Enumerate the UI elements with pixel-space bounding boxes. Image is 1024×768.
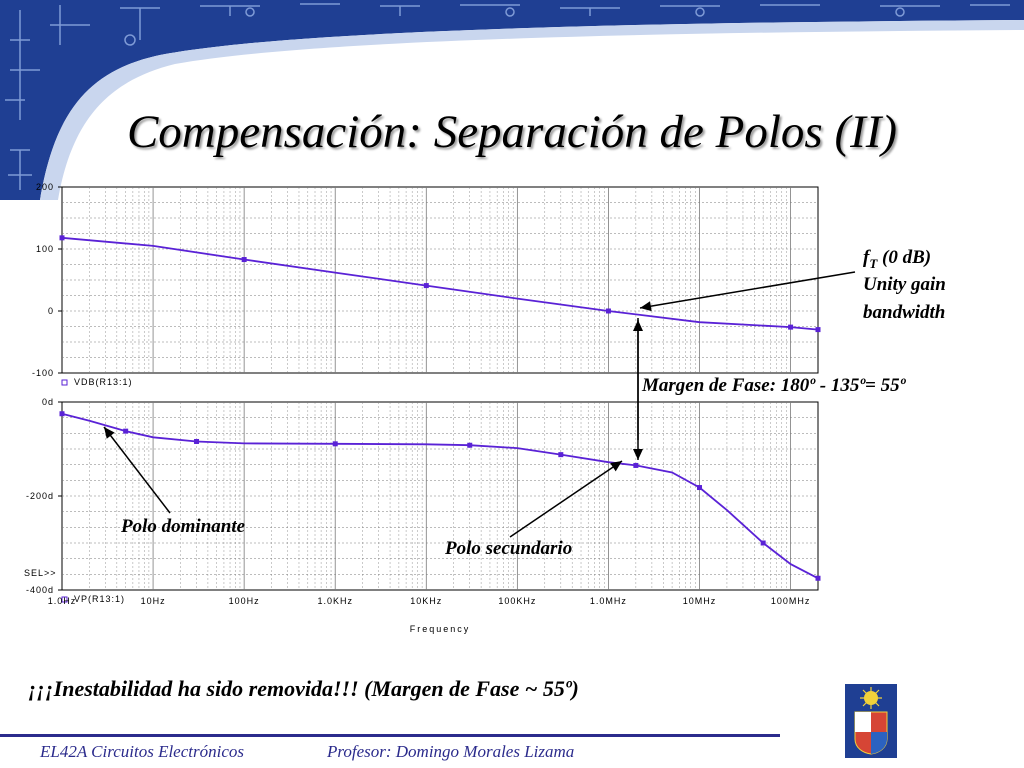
phase-data-point [467,443,472,448]
phase-data-point [558,452,563,457]
sel-marker-label: SEL>> [24,568,57,578]
ft-symbol: f [863,247,870,268]
phase-data-point [761,541,766,546]
unity-gain-label: Unity gain [863,274,946,295]
course-name: EL42A Circuitos Electrónicos [40,742,244,761]
secondary-pole-arrow [510,461,622,537]
x-tick-label: 10MHz [682,596,717,606]
ft-arrow [640,272,855,308]
bandwidth-label: bandwidth [863,302,946,323]
magnitude-data-point [606,309,611,314]
magnitude-trace [62,238,818,330]
x-tick-label: 100Hz [228,596,260,606]
x-axis-label: Frequency [409,624,471,634]
phase-data-point [816,576,821,581]
x-tick-label: 1.0MHz [589,596,627,606]
phase-data-point [60,411,65,416]
phase-margin-label: Margen de Fase: 180º - 135º= 55º [642,375,906,396]
x-tick-label: 10KHz [410,596,443,606]
magnitude-data-point [816,327,821,332]
phase-legend-label: VP(R13:1) [74,594,126,604]
footer-divider [0,734,780,737]
dominant-pole-arrow-head [104,427,115,439]
phase-data-point [333,441,338,446]
phase-data-point [697,485,702,490]
magnitude-data-point [424,283,429,288]
x-tick-label: 1.0KHz [317,596,353,606]
magnitude-legend-label: VDB(R13:1) [74,377,133,387]
phase-margin-arrow-down-head [633,449,643,460]
x-tick-label: 1.0Hz [47,596,77,606]
x-tick-label: 100KHz [498,596,537,606]
dominant-pole-arrow [104,427,170,513]
phase-data-point [123,429,128,434]
professor-name: Profesor: Domingo Morales Lizama [327,742,575,761]
magnitude-y-tick-label: 100 [35,244,54,254]
magnitude-legend-marker [62,380,67,385]
ft-arrow-head [640,301,652,311]
ft-subscript: T [869,255,878,271]
phase-y-tick-label: -200d [25,491,54,501]
magnitude-data-point [788,325,793,330]
conclusion-text: ¡¡¡Inestabilidad ha sido removida!!! (Margen de Fase ~ 55º) [28,676,579,701]
university-logo-icon [845,684,897,758]
phase-data-point [633,463,638,468]
ft-label [863,247,931,272]
magnitude-y-tick-label: 0 [47,306,54,316]
phase-y-tick-label: -400d [25,585,54,595]
x-tick-label: 10Hz [140,596,166,606]
magnitude-y-tick-label: -100 [31,368,54,378]
phase-data-point [194,439,199,444]
secondary-pole-label: Polo secundario [445,538,573,559]
phase-y-tick-label: 0d [41,397,54,407]
x-tick-label: 100MHz [770,596,811,606]
dominant-pole-label: Polo dominante [121,516,246,537]
ft-suffix: (0 dB) [877,247,932,268]
magnitude-data-point [60,235,65,240]
magnitude-y-tick-label: 200 [35,182,54,192]
slide-title: Compensación: Separación de Polos (II) [126,106,898,158]
magnitude-data-point [242,257,247,262]
